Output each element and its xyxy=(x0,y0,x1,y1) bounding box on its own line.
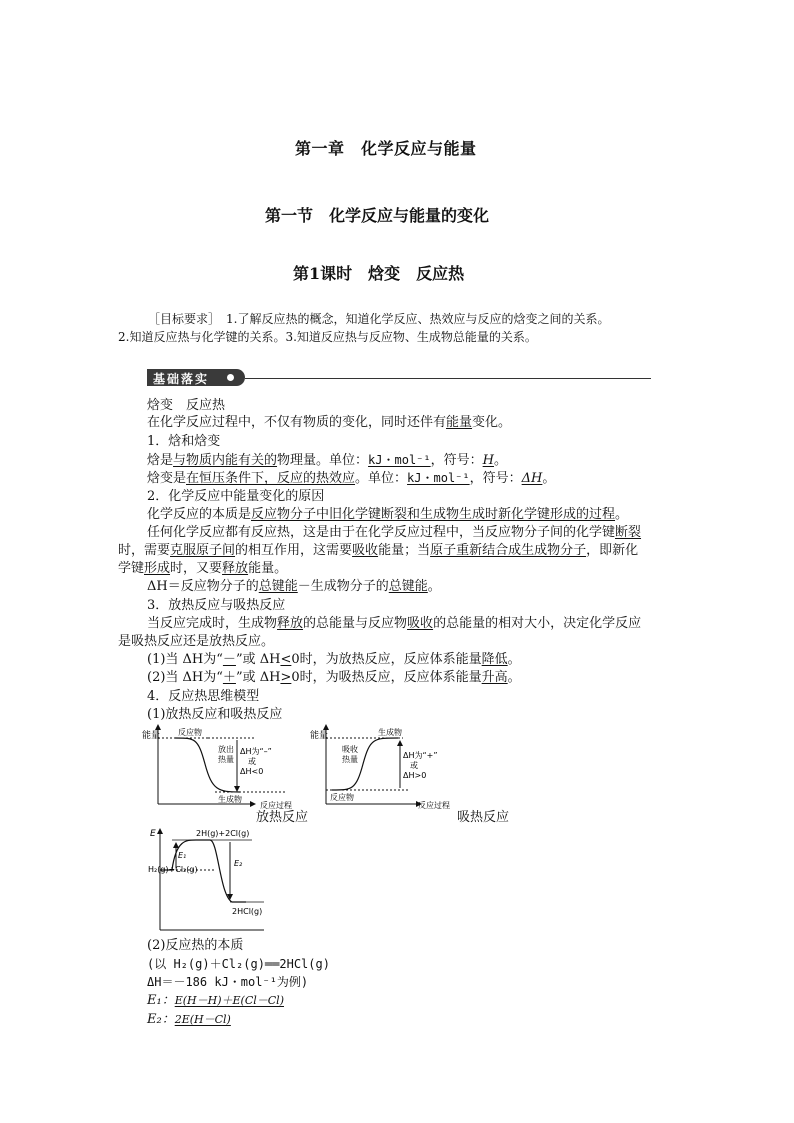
exo-release-1: 放出 xyxy=(218,745,234,754)
endothermic-diagram xyxy=(308,724,468,810)
endo-reactant-label: 反应物 xyxy=(330,793,354,802)
bond-energy-diagram xyxy=(146,826,266,936)
s1-line-1: 焓是与物质内能有关的物理量。单位：kJ・mol⁻¹，符号：H。 xyxy=(147,453,507,468)
s4-e1-line: E₁：E(H－H)＋E(Cl－Cl) xyxy=(147,993,284,1008)
s2-para-1c: 学键形成时，又要释放能量。 xyxy=(118,561,288,576)
s4-heading: 4．反应热思维模型 xyxy=(147,689,260,704)
s4-sub-2: (2)反应热的本质 xyxy=(147,938,244,953)
s3-heading: 3．放热反应与吸热反应 xyxy=(147,598,286,613)
s3-para-1: 当反应完成时，生成物释放的总能量与反应物吸收的总能量的相对大小，决定化学反应 xyxy=(147,616,642,631)
exo-reactant-label: 反应物 xyxy=(178,728,202,737)
s3-para-2: 是吸热反应还是放热反应。 xyxy=(118,634,275,649)
exo-product-label: 生成物 xyxy=(218,795,242,804)
endo-y-label: 能量 xyxy=(310,731,329,741)
s3-case-2: (2)当 ΔH为“＋”或 ΔH>0时，为吸热反应，反应体系能量升高。 xyxy=(147,670,521,685)
intro-line: 在化学反应过程中，不仅有物质的变化，同时还伴有能量变化。 xyxy=(147,415,512,430)
objectives-line-2: 2.知道反应热与化学键的关系。3.知道反应热与反应物、生成物总能量的关系。 xyxy=(118,330,537,344)
bond-e1-label: E₁ xyxy=(178,851,187,860)
exothermic-diagram xyxy=(140,724,335,810)
section-banner xyxy=(147,369,245,386)
endo-absorb-1: 吸收 xyxy=(342,745,358,754)
endo-absorb-2: 热量 xyxy=(342,755,358,764)
s2-formula: ΔH＝反应物分子的总键能－生成物分子的总键能。 xyxy=(147,579,441,594)
s2-para-1b: 时，需要克服原子间的相互作用，这需要吸收能量；当原子重新结合成生成物分子，即新化 xyxy=(118,543,639,558)
s2-heading: 2．化学反应中能量变化的原因 xyxy=(147,489,325,504)
exo-caption: 放热反应 xyxy=(256,810,309,825)
bond-y-label: E xyxy=(150,829,156,839)
endo-dh-1: ΔH为“+” xyxy=(403,751,438,760)
bond-top-label: 2H(g)+2Cl(g) xyxy=(196,829,250,838)
lesson-title: 第1课时 焓变 反应热 xyxy=(293,264,465,283)
exo-y-label: 能量 xyxy=(142,731,161,741)
s4-sub-1: (1)放热反应和吸热反应 xyxy=(147,707,283,722)
exo-x-label: 反应过程 xyxy=(260,801,292,810)
exo-dh-3: ΔH<0 xyxy=(240,767,264,776)
endo-x-label: 反应过程 xyxy=(418,801,450,810)
s4-equation-2: ΔH＝－186 kJ・mol⁻¹为例) xyxy=(147,975,309,989)
bond-e2-label: E₂ xyxy=(234,859,243,868)
s4-e2-line: E₂：2E(H－Cl) xyxy=(147,1012,231,1027)
section-title: 第一节 化学反应与能量的变化 xyxy=(265,206,490,225)
s1-heading: 1．焓和焓变 xyxy=(147,434,221,449)
endo-caption: 吸热反应 xyxy=(457,810,510,825)
banner-label: 基础落实 xyxy=(153,372,210,386)
exo-release-2: 热量 xyxy=(218,755,234,764)
bond-left-label: H₂(g)+Cl₂(g) xyxy=(148,865,198,874)
objectives-line-1: ［目标要求］ 1.了解反应热的概念，知道化学反应、热效应与反应的焓变之间的关系。 xyxy=(148,312,610,326)
s3-case-1: (1)当 ΔH为“－”或 ΔH<0时，为放热反应，反应体系能量降低。 xyxy=(147,652,521,667)
s4-equation-1: (以 H₂(g)＋Cl₂(g)══2HCl(g) xyxy=(147,957,330,971)
endo-product-label: 生成物 xyxy=(378,728,402,737)
banner-rule xyxy=(245,378,651,379)
s1-line-2: 焓变是在恒压条件下，反应的热效应。单位：kJ・mol⁻¹，符号：ΔH。 xyxy=(147,471,556,486)
bond-bottom-label: 2HCl(g) xyxy=(232,907,263,916)
topic-heading: 焓变 反应热 xyxy=(147,398,226,413)
exo-dh-1: ΔH为“–” xyxy=(240,747,272,756)
endo-dh-2: 或 xyxy=(410,761,418,770)
chapter-title: 第一章 化学反应与能量 xyxy=(295,139,477,158)
s2-line-1: 化学反应的本质是反应物分子中旧化学键断裂和生成物生成时新化学键形成的过程。 xyxy=(147,507,629,522)
exo-dh-2: 或 xyxy=(248,757,256,766)
s2-para-1a: 任何化学反应都有反应热，这是由于在化学反应过程中，当反应物分子间的化学键断裂 xyxy=(147,525,642,540)
endo-dh-3: ΔH>0 xyxy=(403,771,427,780)
banner-dot-icon xyxy=(227,374,234,381)
